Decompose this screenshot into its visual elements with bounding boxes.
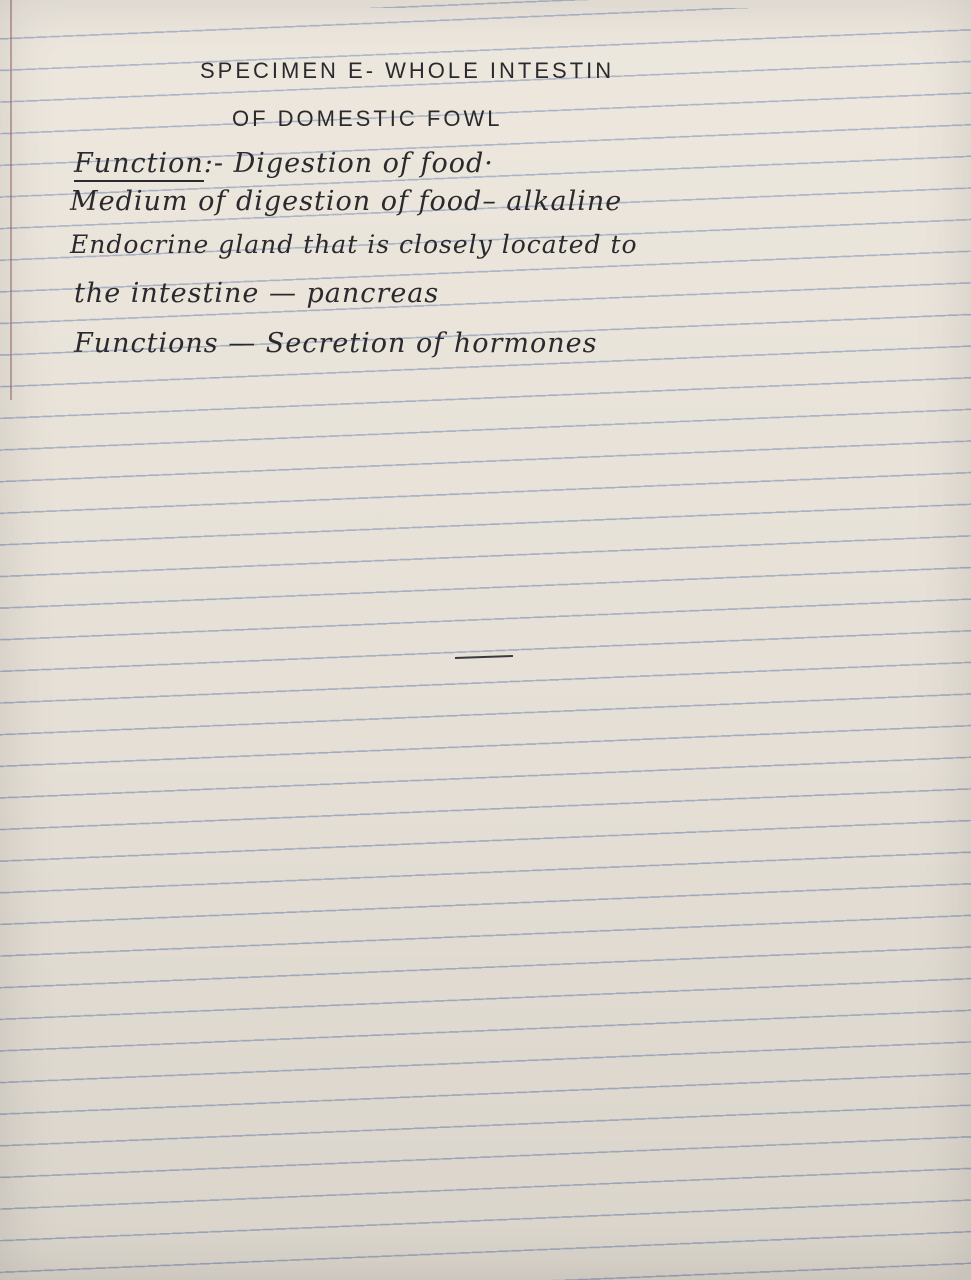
function-line bbox=[74, 150, 494, 177]
title-line-1: SPECIMEN E- WHOLE INTESTIN bbox=[200, 58, 615, 83]
functions-label: Functions bbox=[74, 328, 219, 359]
stray-pen-mark bbox=[455, 655, 513, 659]
function-label: Function bbox=[74, 148, 204, 182]
margin-line bbox=[10, 0, 12, 400]
function-text: :- Digestion of food· bbox=[203, 148, 494, 179]
title-line-2: OF DOMESTIC FOWL bbox=[232, 106, 503, 131]
medium-text: of digestion of food– alkaline bbox=[198, 186, 623, 217]
medium-line bbox=[70, 188, 622, 215]
endocrine-line: Endocrine gland that is closely located to bbox=[70, 230, 638, 259]
medium-label: Medium bbox=[70, 186, 189, 217]
functions-text: — Secretion of hormones bbox=[228, 328, 598, 359]
intestine-line: the intestine — pancreas bbox=[74, 278, 440, 309]
functions-line bbox=[74, 330, 597, 357]
